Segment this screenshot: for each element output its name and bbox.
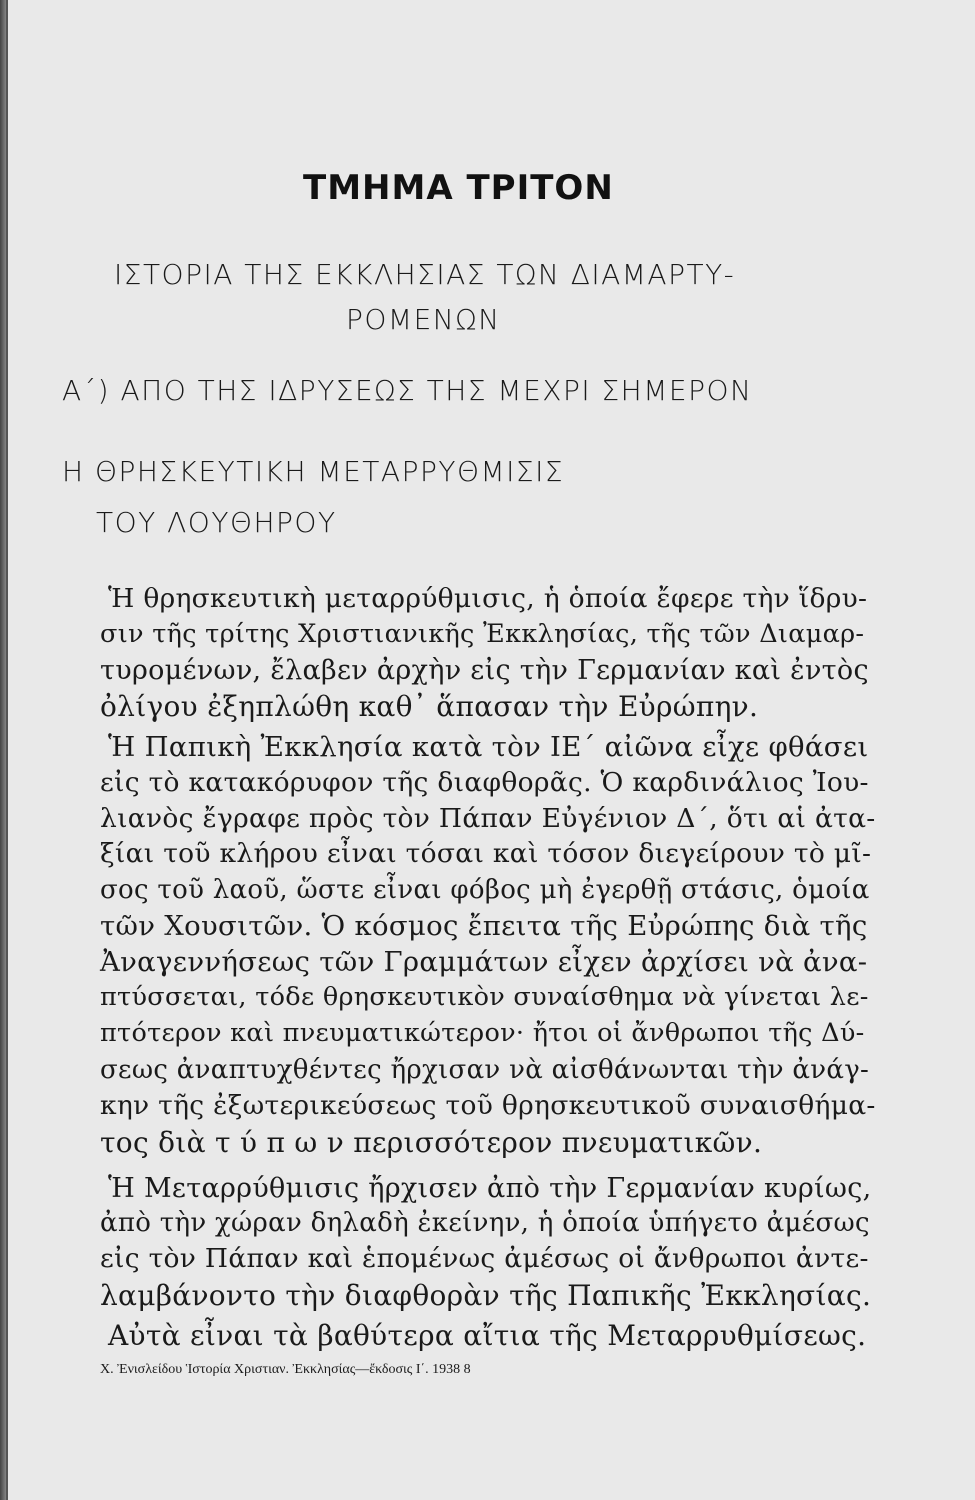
text-line: τῶν Χουσιτῶν. Ὁ κόσμος ἔπειτα τῆς Εὐρώπης διὰ τῆς [100, 910, 868, 942]
text-line: Ἡ Παπικὴ Ἐκκλησία κατὰ τὸν ΙΕ΄ αἰῶνα εἶχε φθάσει [108, 731, 869, 763]
text-line: Ἡ θρησκευτικὴ μεταρρύθμισις, ἡ ὁποία ἔφερε τὴν ἵδρυ- [108, 583, 868, 614]
text-line: Ἡ Μεταρρύθμισις ἤρχισεν ἀπὸ τὴν Γερμανίαν κυρίως, [108, 1173, 872, 1204]
text-line: Αὐτὰ εἶναι τὰ βαθύτερα αἴτια τῆς Μεταρρυθμίσεως. [108, 1319, 867, 1352]
text-line: λιανὸς ἔγραφε πρὸς τὸν Πάπαν Εὐγένιον Δ΄, ὅτι αἱ ἀτα- [100, 803, 876, 834]
text-line: ξίαι τοῦ κλήρου εἶναι τόσαι καὶ τόσον διεγείρουν τὸ μῖ- [100, 838, 872, 869]
text-line: σος τοῦ λαοῦ, ὥστε εἶναι φόβος μὴ ἐγερθῇ στάσις, ὁμοία [100, 875, 870, 905]
topic-heading-line-2: ΤΟΥ ΛΟΥΘΗΡΟΥ [96, 506, 337, 539]
text-line: πτύσσεται, τόδε θρησκευτικὸν συναίσθημα νὰ γίνεται λε- [100, 982, 869, 1012]
text-line: τυρομένων, ἔλαβεν ἀρχὴν εἰς τὴν Γερμανίαν καὶ ἐντὸς [100, 655, 869, 686]
text-line: σεως ἀναπτυχθέντες ἤρχισαν νὰ αἰσθάνωνται τὴν ἀνάγ- [100, 1055, 870, 1085]
text-line: σιν τῆς τρίτης Χριστιανικῆς Ἐκκλησίας, τῆς τῶν Διαμαρ- [100, 619, 865, 649]
subheading: Α΄) ΑΠΟ ΤΗΣ ΙΔΡΥΣΕΩΣ ΤΗΣ ΜΕΧΡΙ ΣΗΜΕΡΟΝ [62, 374, 753, 407]
footnote-citation: Χ. Ἐνισλείδου Ἱστορία Χριστιαν. Ἐκκλησίας—ἔκδοσις Ι΄. 1938 8 [100, 1362, 471, 1377]
main-heading-line-1: ΙΣΤΟΡΙΑ ΤΗΣ ΕΚΚΛΗΣΙΑΣ ΤΩΝ ΔΙΑΜΑΡΤΥ- [114, 258, 736, 291]
text-line: εἰς τὸ κατακόρυφον τῆς διαφθορᾶς. Ὁ καρδινάλιος Ἰου- [100, 767, 869, 798]
book-page [6, 0, 975, 1500]
text-line: εἰς τὸν Πάπαν καὶ ἑπομένως ἀμέσως οἱ ἄνθρωποι ἀντε- [100, 1243, 869, 1274]
main-heading-line-2: ΡΟΜΕΝΩΝ [346, 303, 501, 336]
text-line: ὀλίγου ἐξηπλώθη καθ᾽ ἅπασαν τὴν Εὐρώπην. [100, 690, 759, 723]
section-title: ΤΜΗΜΑ ΤΡΙΤΟΝ [303, 168, 614, 208]
topic-heading-line-1: Η ΘΡΗΣΚΕΥΤΙΚΗ ΜΕΤΑΡΡΥΘΜΙΣΙΣ [62, 455, 565, 488]
text-line: κην τῆς ἐξωτερικεύσεως τοῦ θρησκευτικοῦ συναισθήμα- [100, 1090, 876, 1121]
text-line: πτότερον καὶ πνευματικώτερον· ἤτοι οἱ ἄνθρωποι τῆς Δύ- [100, 1018, 865, 1048]
text-line: τος διὰ τ ύ π ω ν περισσότερον πνευματικῶν. [100, 1126, 763, 1159]
text-line: Ἀναγεννήσεως τῶν Γραμμάτων εἶχεν ἀρχίσει νὰ ἀνα- [100, 946, 868, 978]
text-line: λαμβάνοντο τὴν διαφθορὰν τῆς Παπικῆς Ἐκκλησίας. [100, 1279, 872, 1312]
text-line: ἀπὸ τὴν χώραν δηλαδὴ ἐκείνην, ἡ ὁποία ὑπήγετο ἀμέσως [100, 1208, 870, 1238]
